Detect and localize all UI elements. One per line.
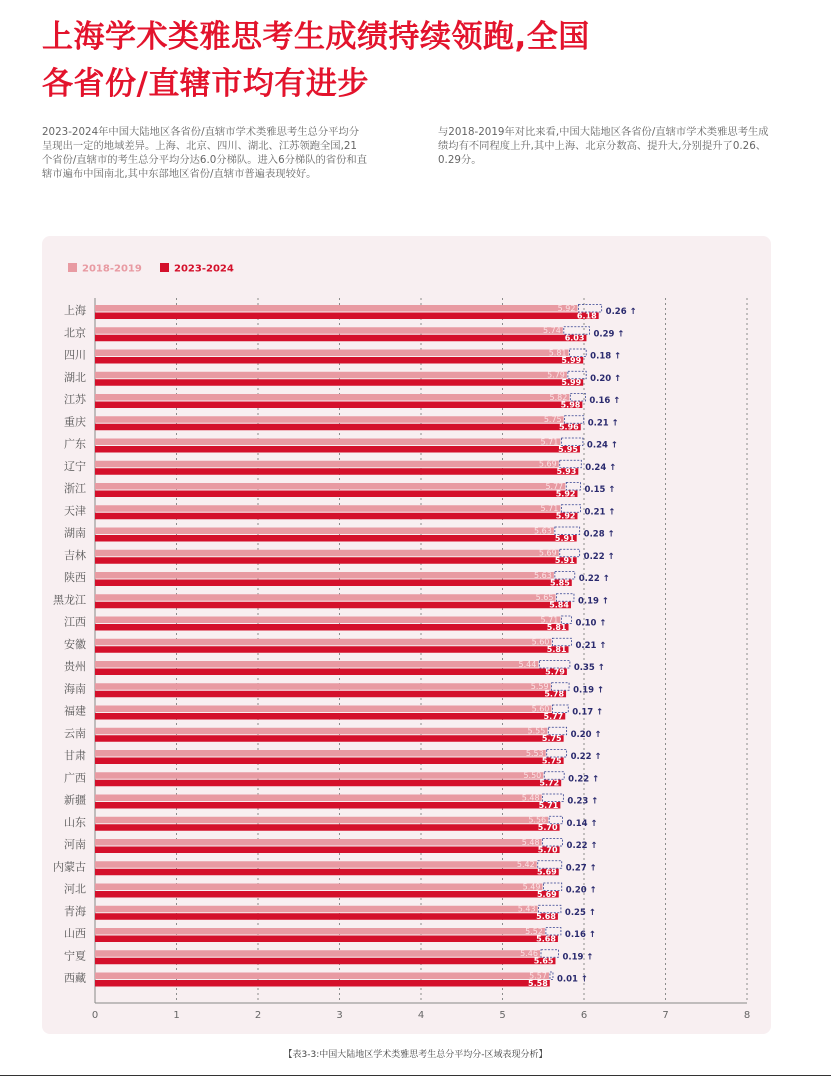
bar-2023-2024: [95, 446, 580, 453]
increase-label: 0.14 ↑: [566, 818, 598, 829]
category-label: 北京: [64, 326, 86, 340]
increase-label: 0.19 ↑: [573, 685, 605, 696]
page-title-line-1: 上海学术类雅思考生成绩持续领跑,全国: [42, 19, 590, 55]
increase-label: 0.24 ↑: [586, 440, 618, 451]
x-tick-label: 0: [91, 1010, 99, 1021]
category-label: 安徽: [64, 637, 86, 651]
increase-label: 0.35 ↑: [573, 663, 605, 673]
bar-row: [64, 325, 625, 342]
value-label-2018-2019: 5.57: [529, 971, 547, 981]
value-label-2023-2024: 5.92: [555, 511, 576, 521]
bar-row: [64, 637, 607, 654]
bar-2023-2024: [95, 580, 572, 587]
legend-swatch-2023-2024: [160, 263, 169, 272]
increase-label: 0.21 ↑: [584, 507, 616, 518]
increase-label: 0.22 ↑: [570, 752, 602, 762]
bar-2018-2019: [95, 661, 538, 668]
bar-2023-2024: [95, 691, 566, 698]
bar-row: [64, 437, 618, 454]
value-label-2023-2024: 5.77: [543, 711, 564, 721]
bar-2018-2019: [95, 884, 542, 891]
increase-label: 0.22 ↑: [568, 774, 600, 785]
value-label-2018-2019: 5.42: [516, 860, 535, 870]
value-label-2023-2024: 5.93: [556, 467, 577, 477]
x-tick-label: 6: [580, 1010, 588, 1021]
value-label-2023-2024: 6.18: [576, 311, 597, 321]
bar-2023-2024: [95, 513, 577, 520]
value-label-2023-2024: 5.91: [554, 533, 575, 543]
bar-row: [64, 348, 621, 365]
value-label-2023-2024: 5.68: [536, 912, 556, 922]
bar-row: [64, 370, 621, 387]
value-label-2023-2024: 5.98: [560, 400, 581, 410]
intro-paragraph-left: 2023-2024年中国大陆地区各省份/直辖市学术类雅思考生总分平均分呈现出一定的地域差异。上海、北京、四川、湖北、江苏领跑全国,21个省份/直辖市的考生总分平均分达6.0分梯队。进入6分梯队的省份和直辖市遍布中国南北,其中东部地区省份/直辖市普遍表现较好。: [42, 126, 368, 180]
bar-row: [64, 971, 588, 988]
bar-2018-2019: [95, 772, 543, 779]
bar-row: [64, 503, 616, 520]
increase-label: 0.29 ↑: [593, 329, 625, 340]
legend-label-2023-2024: 2023-2024: [174, 263, 234, 275]
legend-swatch-2018-2019: [68, 263, 77, 272]
category-label: 上海: [64, 304, 86, 317]
value-label-2023-2024: 5.71: [538, 800, 559, 810]
bar-2023-2024: [95, 980, 550, 987]
category-label: 湖北: [64, 370, 86, 384]
increase-label: 0.16 ↑: [564, 930, 596, 940]
bar-2018-2019: [95, 505, 560, 512]
increase-label: 0.25 ↑: [564, 907, 596, 918]
value-label-2018-2019: 5.71: [540, 437, 559, 447]
category-label: 海南: [64, 682, 86, 696]
value-label-2018-2019: 5.43: [517, 904, 536, 914]
category-label: 山东: [64, 815, 86, 829]
value-label-2023-2024: 5.81: [546, 622, 567, 632]
bar-2018-2019: [95, 839, 542, 846]
category-label: 山西: [64, 927, 86, 940]
increase-label: 0.23 ↑: [567, 796, 599, 807]
bar-row: [64, 793, 598, 810]
bar-2023-2024: [95, 735, 564, 742]
category-label: 广西: [64, 771, 86, 785]
value-label-2023-2024: 5.81: [546, 645, 567, 655]
bar-row: [64, 949, 594, 966]
bar-2023-2024: [95, 402, 582, 409]
value-label-2023-2024: 5.78: [544, 689, 565, 699]
bar-2023-2024: [95, 424, 581, 431]
value-label-2023-2024: 5.70: [537, 845, 558, 855]
increase-label: 0.20 ↑: [565, 885, 597, 896]
bar-2018-2019: [95, 906, 538, 913]
value-label-2018-2019: 5.92: [557, 303, 576, 313]
value-label-2023-2024: 6.03: [564, 333, 585, 343]
bar-row: [64, 414, 619, 431]
bar-2018-2019: [95, 706, 551, 713]
increase-label: 0.15 ↑: [584, 485, 616, 495]
value-label-2023-2024: 5.99: [561, 355, 582, 365]
bar-2018-2019: [95, 483, 565, 490]
page-title-line-2: 各省份/直辖市均有进步: [42, 66, 369, 102]
bar-row: [64, 548, 615, 565]
bar-row: [64, 570, 610, 587]
bar-2018-2019: [95, 572, 554, 579]
category-label: 河北: [64, 882, 86, 896]
category-label: 贵州: [64, 660, 86, 673]
bar-row: [64, 727, 602, 744]
bar-2018-2019: [95, 728, 547, 735]
bar-2023-2024: [95, 913, 558, 920]
bar-2023-2024: [95, 824, 560, 831]
category-label: 天津: [64, 504, 86, 518]
bar-row: [64, 904, 596, 921]
value-label-2023-2024: 5.85: [550, 578, 570, 588]
category-label: 云南: [64, 726, 86, 740]
value-label-2018-2019: 5.69: [538, 548, 557, 558]
increase-label: 0.19 ↑: [577, 596, 610, 607]
x-tick-label: 7: [662, 1010, 669, 1021]
bar-2023-2024: [95, 891, 559, 898]
category-label: 江西: [64, 615, 86, 629]
category-label: 江苏: [64, 393, 86, 406]
bar-2018-2019: [95, 416, 564, 423]
bar-2018-2019: [95, 594, 555, 601]
bar-2023-2024: [95, 379, 583, 386]
bar-2023-2024: [95, 646, 569, 653]
increase-label: 0.22 ↑: [583, 551, 615, 562]
value-label-2023-2024: 5.68: [536, 934, 556, 944]
value-label-2023-2024: 5.91: [554, 556, 575, 566]
increase-label: 0.26 ↑: [605, 307, 637, 317]
bar-2023-2024: [95, 624, 569, 631]
value-label-2018-2019: 5.77: [545, 481, 564, 491]
bar-2023-2024: [95, 847, 560, 854]
bar-row: [64, 681, 604, 698]
category-label: 浙江: [64, 482, 86, 495]
bar-row: [64, 927, 596, 944]
category-label: 新疆: [64, 793, 86, 807]
increase-label: 0.01 ↑: [556, 974, 589, 985]
increase-label: 0.28 ↑: [583, 529, 615, 540]
value-label-2018-2019: 5.44: [518, 659, 537, 669]
category-label: 甘肃: [64, 749, 86, 762]
bar-row: [64, 303, 637, 320]
value-label-2023-2024: 5.79: [545, 667, 565, 677]
bar-2018-2019: [95, 795, 542, 802]
value-label-2023-2024: 5.75: [541, 756, 562, 766]
bar-2023-2024: [95, 958, 555, 965]
bar-row: [64, 770, 599, 787]
bar-2018-2019: [95, 394, 569, 401]
value-label-2018-2019: 5.71: [540, 615, 559, 625]
bar-2018-2019: [95, 350, 569, 357]
value-label-2018-2019: 5.53: [525, 748, 544, 758]
value-label-2023-2024: 5.99: [561, 378, 582, 388]
increase-label: 0.24 ↑: [585, 462, 617, 473]
value-label-2023-2024: 5.95: [558, 444, 578, 454]
x-tick-label: 3: [336, 1010, 343, 1021]
category-label: 湖南: [64, 526, 86, 540]
bar-2018-2019: [95, 861, 537, 868]
increase-label: 0.21 ↑: [575, 640, 607, 651]
value-label-2018-2019: 5.63: [534, 570, 552, 580]
increase-label: 0.20 ↑: [570, 729, 602, 740]
footer-divider: [0, 1075, 831, 1076]
value-label-2023-2024: 5.69: [536, 889, 557, 899]
bar-2018-2019: [95, 973, 549, 980]
bar-row: [64, 748, 602, 765]
increase-label: 0.22 ↑: [566, 841, 598, 851]
value-label-2023-2024: 5.58: [528, 978, 548, 988]
bar-2018-2019: [95, 327, 563, 334]
bar-row: [64, 816, 598, 833]
value-label-2018-2019: 5.74: [542, 326, 561, 336]
increase-label: 0.10 ↑: [575, 618, 607, 629]
category-label: 黑龙江: [53, 593, 86, 607]
increase-label: 0.16 ↑: [589, 396, 621, 406]
bar-2023-2024: [95, 713, 565, 720]
bar-2018-2019: [95, 372, 567, 379]
bar-2023-2024: [95, 802, 560, 809]
bar-2023-2024: [95, 357, 583, 364]
value-label-2018-2019: 5.60: [531, 704, 550, 714]
value-label-2018-2019: 5.69: [538, 459, 557, 469]
value-label-2023-2024: 5.75: [541, 734, 562, 744]
bar-row: [53, 859, 597, 876]
bar-2018-2019: [95, 817, 548, 824]
value-label-2018-2019: 5.59: [530, 682, 549, 692]
value-label-2018-2019: 5.82: [549, 392, 568, 402]
bar-2018-2019: [95, 750, 546, 757]
x-tick-label: 5: [499, 1010, 506, 1021]
x-tick-label: 4: [417, 1010, 425, 1021]
bar-2023-2024: [95, 669, 567, 676]
bar-row: [64, 838, 598, 855]
value-label-2023-2024: 5.84: [549, 600, 569, 610]
value-label-2018-2019: 5.48: [521, 837, 540, 847]
bar-row: [64, 659, 605, 676]
bar-row: [53, 592, 609, 609]
intro-paragraph-right: 与2018-2019年对比来看,中国大陆地区各省份/直辖市学术类雅思考生成绩均有不同程度上升,其中上海、北京分数高、提升大,分别提升了0.26、0.29分。: [438, 126, 769, 166]
category-label: 青海: [64, 904, 86, 918]
bar-2018-2019: [95, 617, 560, 624]
category-label: 辽宁: [64, 459, 86, 473]
bar-2018-2019: [95, 305, 577, 312]
category-label: 广东: [64, 437, 86, 451]
value-label-2018-2019: 5.48: [521, 793, 540, 803]
increase-label: 0.19 ↑: [562, 952, 594, 963]
value-label-2018-2019: 5.55: [527, 726, 546, 736]
increase-label: 0.18 ↑: [590, 351, 622, 362]
bar-2023-2024: [95, 468, 578, 475]
bar-row: [64, 704, 603, 721]
bar-2023-2024: [95, 557, 577, 564]
category-label: 西藏: [64, 971, 86, 985]
increase-label: 0.27 ↑: [565, 863, 597, 874]
value-label-2023-2024: 5.92: [555, 489, 576, 499]
increase-label: 0.17 ↑: [572, 707, 604, 718]
category-label: 陕西: [64, 571, 86, 584]
value-label-2018-2019: 5.71: [540, 504, 559, 514]
category-label: 重庆: [64, 415, 86, 429]
bar-2018-2019: [95, 683, 551, 690]
increase-bracket: [550, 972, 553, 980]
value-label-2023-2024: 5.65: [533, 956, 554, 966]
bar-2023-2024: [95, 869, 559, 876]
bar-2018-2019: [95, 528, 554, 535]
category-label: 河南: [64, 838, 86, 851]
increase-label: 0.21 ↑: [587, 418, 619, 429]
value-label-2018-2019: 5.63: [534, 526, 552, 536]
increase-label: 0.20 ↑: [590, 373, 622, 384]
x-tick-label: 8: [743, 1010, 751, 1021]
bar-2018-2019: [95, 461, 559, 468]
bar-row: [64, 392, 620, 409]
value-label-2018-2019: 5.75: [543, 415, 562, 425]
category-label: 四川: [64, 348, 86, 362]
bar-row: [64, 615, 607, 632]
x-tick-label: 1: [173, 1010, 180, 1021]
bar-2018-2019: [95, 639, 551, 646]
value-label-2018-2019: 5.52: [525, 926, 543, 936]
bar-2023-2024: [95, 491, 577, 498]
bar-row: [64, 882, 597, 899]
value-label-2023-2024: 5.69: [536, 867, 557, 877]
value-label-2018-2019: 5.65: [535, 593, 554, 603]
legend-label-2018-2019: 2018-2019: [82, 263, 142, 275]
value-label-2018-2019: 5.81: [548, 348, 567, 358]
bar-2023-2024: [95, 335, 586, 342]
value-label-2018-2019: 5.60: [531, 637, 550, 647]
bar-2018-2019: [95, 950, 540, 957]
bar-row: [64, 460, 616, 477]
value-label-2023-2024: 5.70: [537, 823, 558, 833]
increase-label: 0.22 ↑: [578, 574, 610, 584]
category-label: 吉林: [64, 548, 86, 562]
category-label: 宁夏: [64, 949, 86, 963]
value-label-2018-2019: 5.79: [547, 370, 565, 380]
bar-2018-2019: [95, 439, 560, 446]
bar-2023-2024: [95, 758, 564, 765]
bar-2018-2019: [95, 928, 545, 935]
value-label-2018-2019: 5.56: [528, 815, 547, 825]
bar-2023-2024: [95, 313, 599, 320]
value-label-2023-2024: 5.72: [539, 778, 560, 788]
category-label: 内蒙古: [53, 860, 86, 874]
bar-2023-2024: [95, 602, 571, 609]
value-label-2018-2019: 5.50: [523, 771, 542, 781]
bar-2023-2024: [95, 535, 577, 542]
x-tick-label: 2: [254, 1010, 262, 1021]
chart-caption: 【表3-3:中国大陆地区学术类雅思考生总分平均分-区域表现分析】: [283, 1050, 548, 1060]
bar-2023-2024: [95, 936, 558, 943]
bar-2018-2019: [95, 550, 559, 557]
value-label-2023-2024: 5.96: [558, 422, 579, 432]
value-label-2018-2019: 5.49: [522, 882, 541, 892]
category-label: 福建: [64, 704, 86, 718]
value-label-2018-2019: 5.46: [520, 949, 538, 959]
bar-2023-2024: [95, 780, 561, 787]
